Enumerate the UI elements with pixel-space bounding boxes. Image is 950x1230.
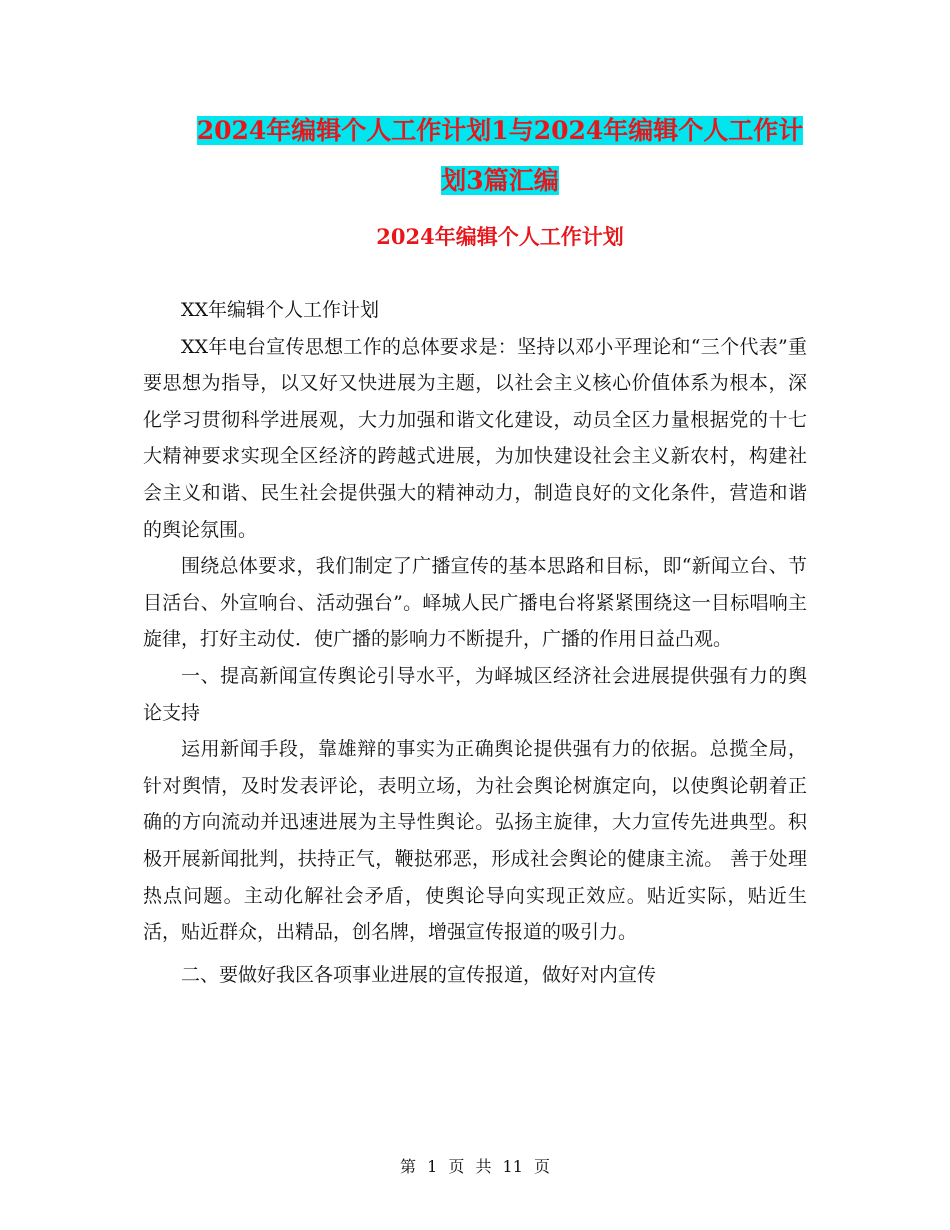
paragraph: XX年电台宣传思想工作的总体要求是：坚持以邓小平理论和“三个代表”重要思想为指导，以又好又快进展为主题，以社会主义核心价值体系为根本，深化学习贯彻科学进展观，大力加强和谐文化建设，动员全区力量根据党的十七大精神要求实现全区经济的跨越式进展，为加快建设社会主义新农村，构建社会主义和谐、民生社会提供强大的精神动力，制造良好的文化条件，营造和谐的舆论氛围。 (143, 335, 807, 541)
document-title-line-2: 划3篇汇编 (441, 166, 559, 195)
page-number-footer: 第 1 页 共 11 页 (400, 1157, 550, 1176)
paragraph: 围绕总体要求，我们制定了广播宣传的基本思路和目标，即“新闻立台、节目活台、外宣响台、活动强台”。峄城人民广播电台将紧紧围绕这一目标唱响主旋律，打好主动仗．使广播的影响力不断提升，广播的作用日益凸观。 (143, 555, 807, 651)
document-title-line-1: 2024年编辑个人工作计划1与2024年编辑个人工作计 (196, 116, 804, 145)
section-title: 2024年编辑个人工作计划 (376, 224, 624, 249)
paragraph: 运用新闻手段，靠雄辩的事实为正确舆论提供强有力的依据。总揽全局，针对舆情，及时发表评论，表明立场，为社会舆论树旗定向，以使舆论朝着正确的方向流动并迅速进展为主导性舆论。弘扬主旋律，大力宣传先进典型。积极开展新闻批判，扶持正气，鞭挞邪恶，形成社会舆论的健康主流。 善于处理热点问题。主动化解社会矛盾，使舆论导向实现正效应。贴近实际，贴近生活，贴近群众，出精品，创名牌，增强宣传报道的吸引力。 (143, 738, 807, 944)
document-title (140, 106, 860, 206)
paragraph: XX年编辑个人工作计划 (181, 299, 380, 321)
paragraph: 二、要做好我区各项事业进展的宣传报道，做好对内宣传 (181, 963, 657, 986)
document-body (143, 292, 807, 993)
paragraph: 一、提高新闻宣传舆论引导水平，为峄城区经济社会进展提供强有力的舆论支持 (143, 664, 807, 724)
